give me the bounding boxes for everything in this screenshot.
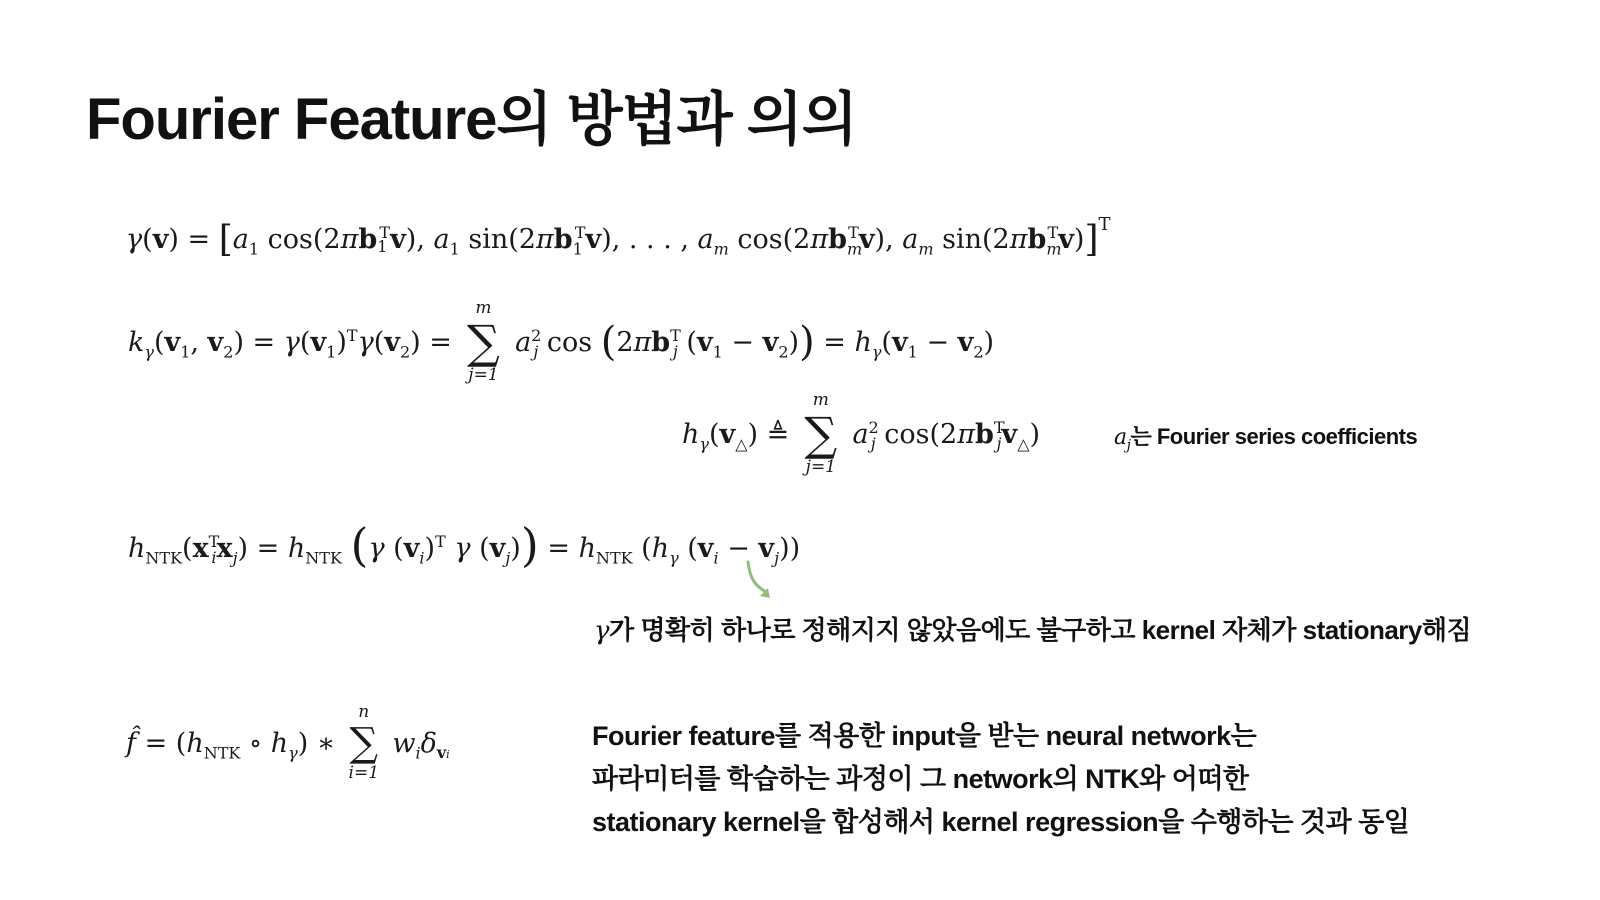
coeff-symbol: a (1114, 425, 1127, 450)
equation-stationary-kernel: $h_\gamma(v_\triangle)$ ≜ m ∑ j=1 $a^2_j$ $\cos(2\pi b^T_jv_\triangle)$ (682, 390, 1041, 477)
description-line-1: Fourier feature를 적용한 input을 받는 neural network는 (592, 721, 1257, 751)
coeff-subscript: j (1126, 437, 1131, 454)
equation-regression-function: f̂ = ($h_{NTK}$ ∘ $h_\gamma$) ∗ n ∑ i=1 $w_i\delta_{vi}$ (126, 702, 450, 783)
equation-ntk-composition: $h_{NTK}(x^T_ix_j) = h_{NTK}$ (γ $(v_i)^T$ γ $(v_j)) = h_{NTK}$ ($h_\gamma$ $(v_i - v_j)$) (128, 518, 801, 572)
equation-fourier-feature-mapping: $\gamma(v) = [a_1$ $\cos(2\pi b_1^Tv)$, $a_1$ $\sin(2\pi b_1^Tv)$, . . . , $a_m$ $\cos(2\pi b_m^Tv)$, $a_m$ $\sin(2\pi b_m^Tv)]^T$ (126, 214, 1111, 260)
stationary-text: 가 명확히 하나로 정해지지 않았음에도 불구하고 kernel 자체가 stationary해짐 (609, 615, 1472, 645)
curved-arrow-down-icon (742, 558, 776, 604)
description-line-3: stationary kernel을 합성해서 kernel regression을 수행하는 것과 동일 (592, 807, 1410, 837)
page-title: Fourier Feature의 방법과 의의 (86, 87, 857, 152)
coefficients-note (1114, 420, 1418, 454)
equation-kernel-composition: $k_\gamma(v_1$, $v_2) = \gamma(v_1)^T\gamma(v_2)$ = m ∑ j=1 $a^2_j$ $\cos (2\pi b^T_j$ $(v_1 - v_2)) = h_\gamma(v_1 - v_2)$ (128, 298, 995, 385)
description-line-2: 파라미터를 학습하는 과정이 그 network의 NTK와 어떠한 (592, 764, 1249, 794)
coeff-text: 는 Fourier series coefficients (1130, 424, 1418, 449)
stationary-note (594, 610, 1471, 647)
stationary-symbol: γ (594, 616, 610, 646)
